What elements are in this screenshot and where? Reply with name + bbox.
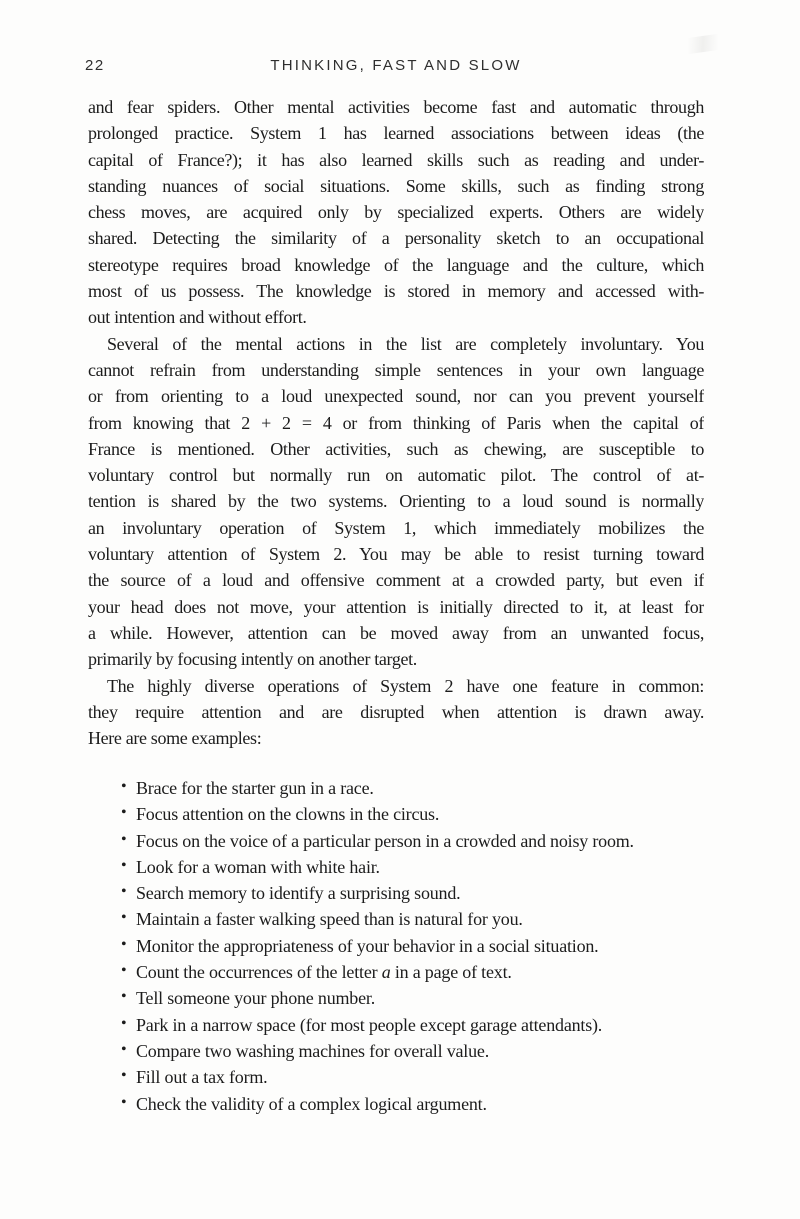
- text-line: capital of France?); it has also learned skills such as reading and under-: [88, 149, 704, 170]
- text-line: prolonged practice. System 1 has learned associations between ideas (the: [88, 123, 704, 144]
- scan-artifact: [677, 33, 729, 56]
- bullet-text: Count the occurrences of the letter: [136, 962, 382, 983]
- text-line: a while. However, attention can be moved away from an unwanted focus,: [88, 622, 704, 643]
- example-item: [88, 1038, 704, 1064]
- running-header: [85, 57, 704, 79]
- bullet-text: Brace for the starter gun in a race.: [136, 778, 374, 798]
- bullet-icon: •: [121, 988, 127, 1006]
- text-line: voluntary control but normally run on automatic pilot. The control of at-: [88, 465, 704, 486]
- example-item: [88, 775, 704, 801]
- example-item: [88, 959, 704, 985]
- bullet-icon: •: [121, 804, 127, 822]
- examples-list: [88, 775, 704, 1117]
- text-line: cannot refrain from understanding simple sentences in your own language: [88, 359, 704, 380]
- bullet-icon: •: [121, 909, 127, 927]
- text-line: shared. Detecting the similarity of a personality sketch to an occupational: [88, 228, 704, 249]
- example-item: [88, 854, 704, 880]
- bullet-text: Compare two washing machines for overall value.: [136, 1040, 489, 1061]
- paragraph: [88, 673, 704, 752]
- text-line: voluntary attention of System 2. You may be able to resist turning toward: [88, 544, 704, 565]
- body-text: [88, 94, 704, 751]
- bullet-text: Focus attention on the clowns in the circus.: [136, 804, 440, 825]
- text-line: they require attention and are disrupted when attention is drawn away.: [88, 701, 704, 722]
- text-line: France is mentioned. Other activities, such as chewing, are susceptible to: [88, 438, 704, 459]
- text-line: chess moves, are acquired only by specialized experts. Others are widely: [88, 202, 704, 223]
- bullet-icon: •: [121, 778, 127, 795]
- text-line: tention is shared by the two systems. Orienting to a loud sound is normally: [88, 491, 704, 512]
- text-line: standing nuances of social situations. Some skills, such as finding strong: [88, 175, 704, 196]
- bullet-icon: •: [121, 962, 127, 980]
- text-line: out intention and without effort.: [88, 307, 307, 328]
- bullet-icon: •: [121, 883, 127, 901]
- bullet-text: Search memory to identify a surprising sound.: [136, 883, 461, 904]
- bullet-text: Look for a woman with white hair.: [136, 856, 380, 877]
- text-line: from knowing that 2 + 2 = 4 or from thinking of Paris when the capital of: [88, 412, 704, 433]
- bullet-text: Fill out a tax form.: [136, 1067, 268, 1088]
- bullet-text: Maintain a faster walking speed than is natural for you.: [136, 909, 523, 930]
- page-number: 22: [85, 57, 105, 74]
- example-item: [88, 828, 704, 854]
- bullet-icon: •: [121, 1067, 127, 1085]
- text-line: stereotype requires broad knowledge of the language and the culture, which: [88, 254, 704, 275]
- text-line: primarily by focusing intently on another target.: [88, 649, 417, 670]
- bullet-text: Focus on the voice of a particular person in a crowded and noisy room.: [136, 830, 634, 851]
- text-line: or from orienting to a loud unexpected sound, nor can you prevent yourself: [88, 386, 704, 407]
- example-item: [88, 906, 704, 932]
- example-item: [88, 1012, 704, 1038]
- bullet-text: Monitor the appropriateness of your behavior in a social situation.: [136, 935, 599, 956]
- paragraph: [88, 331, 704, 673]
- text-line: your head does not move, your attention is initially directed to it, at least for: [88, 596, 704, 617]
- bullet-icon: •: [121, 935, 127, 953]
- bullet-icon: •: [121, 856, 127, 874]
- bullet-text: Park in a narrow space (for most people except garage attendants).: [136, 1014, 603, 1035]
- text-line: the source of a loud and offensive comment at a crowded party, but even if: [88, 570, 704, 591]
- running-head-title: THINKING, FAST AND SLOW: [270, 57, 522, 74]
- text-line: The highly diverse operations of System 2 have one feature in common:: [107, 675, 704, 696]
- bullet-icon: •: [121, 830, 127, 848]
- bullet-text: in a page of text.: [390, 962, 512, 983]
- example-item: [88, 880, 704, 906]
- example-item: [88, 801, 704, 827]
- text-line: and fear spiders. Other mental activities become fast and automatic through: [88, 97, 704, 117]
- text-line: Here are some examples:: [88, 728, 262, 749]
- example-item: [88, 1064, 704, 1090]
- text-line: an involuntary operation of System 1, which immediately mobilizes the: [88, 517, 704, 538]
- paragraph: [88, 94, 704, 331]
- italic-text: a: [381, 962, 391, 983]
- bullet-text: Check the validity of a complex logical argument.: [136, 1093, 487, 1114]
- text-line: Several of the mental actions in the list are completely involuntary. You: [107, 333, 704, 354]
- example-item: [88, 1091, 704, 1117]
- bullet-text: Tell someone your phone number.: [136, 988, 375, 1009]
- text-line: most of us possess. The knowledge is stored in memory and accessed with-: [88, 281, 704, 302]
- example-item: [88, 933, 704, 959]
- example-item: [88, 985, 704, 1011]
- bullet-icon: •: [121, 1014, 127, 1032]
- bullet-icon: •: [121, 1040, 127, 1058]
- bullet-icon: •: [121, 1093, 127, 1111]
